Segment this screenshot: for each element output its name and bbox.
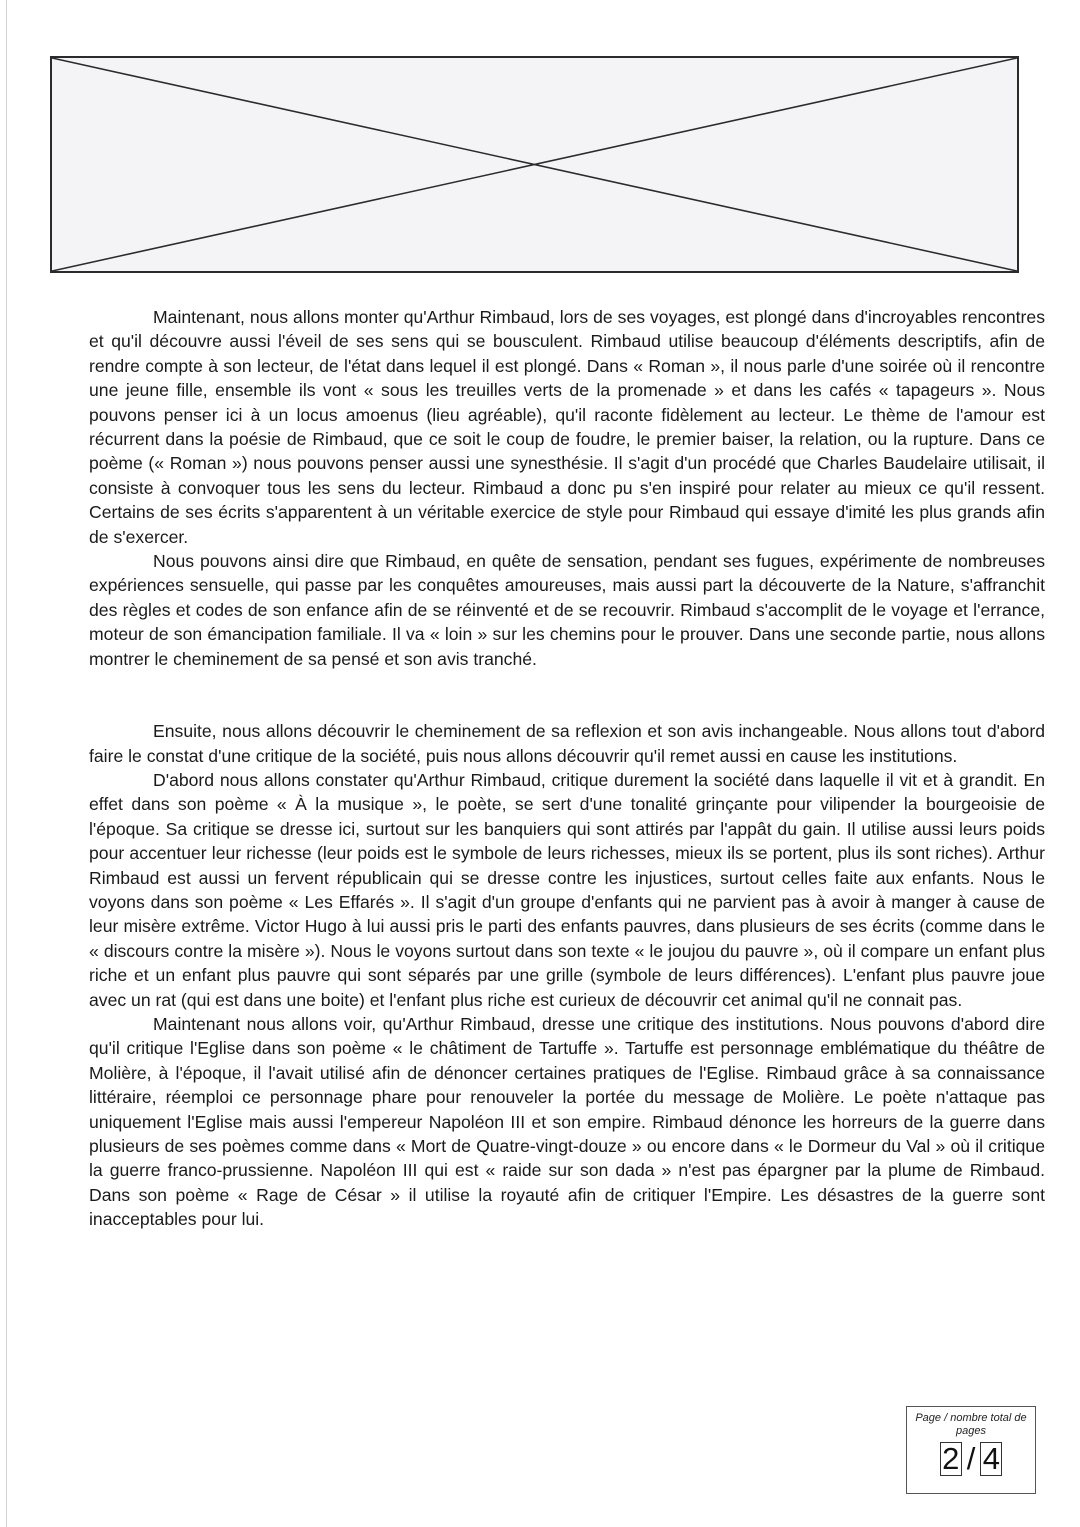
paragraph-1: Maintenant, nous allons monter qu'Arthur Rimbaud, lors de ses voyages, est plongé dans d'incroyables rencontres et qu'il découvre aussi l'éveil de ses sens qui se bousculent. Rimbaud utilise beaucoup d'éléments descriptifs, afin de rendre compte à son lecteur, de l'état dans lequel il est plongé. Dans « Roman », il nous parle d'une soirée où il rencontre une jeune fille, ensemble ils vont « sous les treuilles verts de la promenade » et dans les cafés « tapageurs ». Nous pouvons penser ici à un locus amoenus (lieu agréable), qu'il raconte fidèlement au lecteur. Le thème de l'amour est récurrent dans la poésie de Rimbaud, que ce soit le coup de foudre, le premier baiser, la relation, ou la rupture. Dans ce poème (« Roman ») nous pouvons penser aussi une synesthésie. Il s'agit d'un procédé que Charles Baudelaire utilisait, il consiste à convoquer tous les sens du lecteur. Rimbaud a donc pu s'en inspiré pour relater au mieux ce qu'il ressent. Certains de ses écrits s'apparentent à un véritable exercice de style pour Rimbaud qui essaye d'imité les plus grands afin de s'exercer. bbox=[89, 307, 1045, 547]
page-counter-box bbox=[906, 1406, 1036, 1494]
paragraph-5: Maintenant nous allons voir, qu'Arthur Rimbaud, dresse une critique des institutions. Nous pouvons d'abord dire qu'il critique l'Eglise dans son poème « le châtiment de Tartuffe ». Tartuffe est personnage emblématique du théâtre de Molière, à l'époque, il l'avait utilisé afin de dénoncer certaines pratiques de l'Eglise. Rimbaud grâce à sa connaissance littéraire, réemploi ce personnage phare pour renouveler la portée du message de Molière. Le poète n'attaque pas uniquement l'Eglise mais aussi l'empereur Napoléon III et son empire. Rimbaud dénonce les horreurs de la guerre dans plusieurs de ses poèmes comme dans « Mort de Quatre-vingt-douze » ou encore dans « le Dormeur du Val » où il critique la guerre franco-prussienne. Napoléon III qui est « raide sur son dada » n'est pas épargner par la plume de Rimbaud. Dans son poème « Rage de César » il utilise la royauté afin de critiquer l'Empire. Les désastres de la guerre sont inacceptables pour lui. bbox=[89, 1013, 1045, 1230]
paragraph-2: Nous pouvons ainsi dire que Rimbaud, en quête de sensation, pendant ses fugues, expérimente de nombreuses expériences sensuelle, qui passe par les conquêtes amoureuses, mais aussi part la découverte de la Nature, s'affranchit des règles et codes de son enfance afin de se réinventé et de se recouvrir. Rimbaud s'accomplit de le voyage et l'errance, moteur de son émancipation familiale. Il va « loin » sur les chemins pour le prouver. Dans une seconde partie, nous allons montrer le cheminement de sa pensé et son avis tranché. bbox=[89, 551, 1045, 669]
current-page-number: 2 bbox=[940, 1442, 962, 1476]
essay-body bbox=[89, 305, 1045, 1232]
paragraph-3: Ensuite, nous allons découvrir le cheminement de sa reflexion et son avis inchangeable. Nous allons tout d'abord faire le constat d'une critique de la société, puis nous allons découvrir qu'il remet aussi en cause les institutions. bbox=[89, 721, 1045, 766]
cross-lines bbox=[52, 58, 1017, 271]
page-left-edge bbox=[6, 0, 7, 1527]
total-pages-number: 4 bbox=[980, 1442, 1002, 1476]
page-separator: / bbox=[966, 1441, 976, 1476]
page-counter-label: Page / nombre total de pages bbox=[915, 1412, 1027, 1437]
paragraph-4: D'abord nous allons constater qu'Arthur Rimbaud, critique durement la société dans laquelle il vit et à grandit. En effet dans son poème « À la musique », le poète, se sert d'une tonalité grinçante pour vilipender la bourgeoisie de l'époque. Sa critique se dresse ici, surtout sur les banquiers qui sont attirés par l'appât du gain. Il utilise aussi leurs poids pour accentuer leur richesse (leur poids est le symbole de leurs richesses, mieux ils se portent, plus ils sont riches). Arthur Rimbaud est aussi un fervent républicain qui se dresse contre les injustices, surtout celles faite aux enfants. Nous le voyons dans son poème « Les Effarés ». Il s'agit d'un groupe d'enfants qui ne parvient pas à avoir à manger à cause de leur misère extrême. Victor Hugo à lui aussi pris le parti des enfants pauvres, dans plusieurs de ses écrits (comme dans le « discours contre la misère »). Nous le voyons surtout dans son texte « le joujou du pauvre », où il compare un enfant plus riche et un enfant plus pauvre qui sont séparés par une grille (symbole de leurs différences). L'enfant plus pauvre joue avec un rat (qui est dans une boite) et l'enfant plus riche est curieux de découvrir cet animal qu'il ne connait pas. bbox=[89, 769, 1045, 1010]
crossed-out-header-box bbox=[50, 56, 1019, 273]
page-numbers bbox=[907, 1442, 1035, 1476]
